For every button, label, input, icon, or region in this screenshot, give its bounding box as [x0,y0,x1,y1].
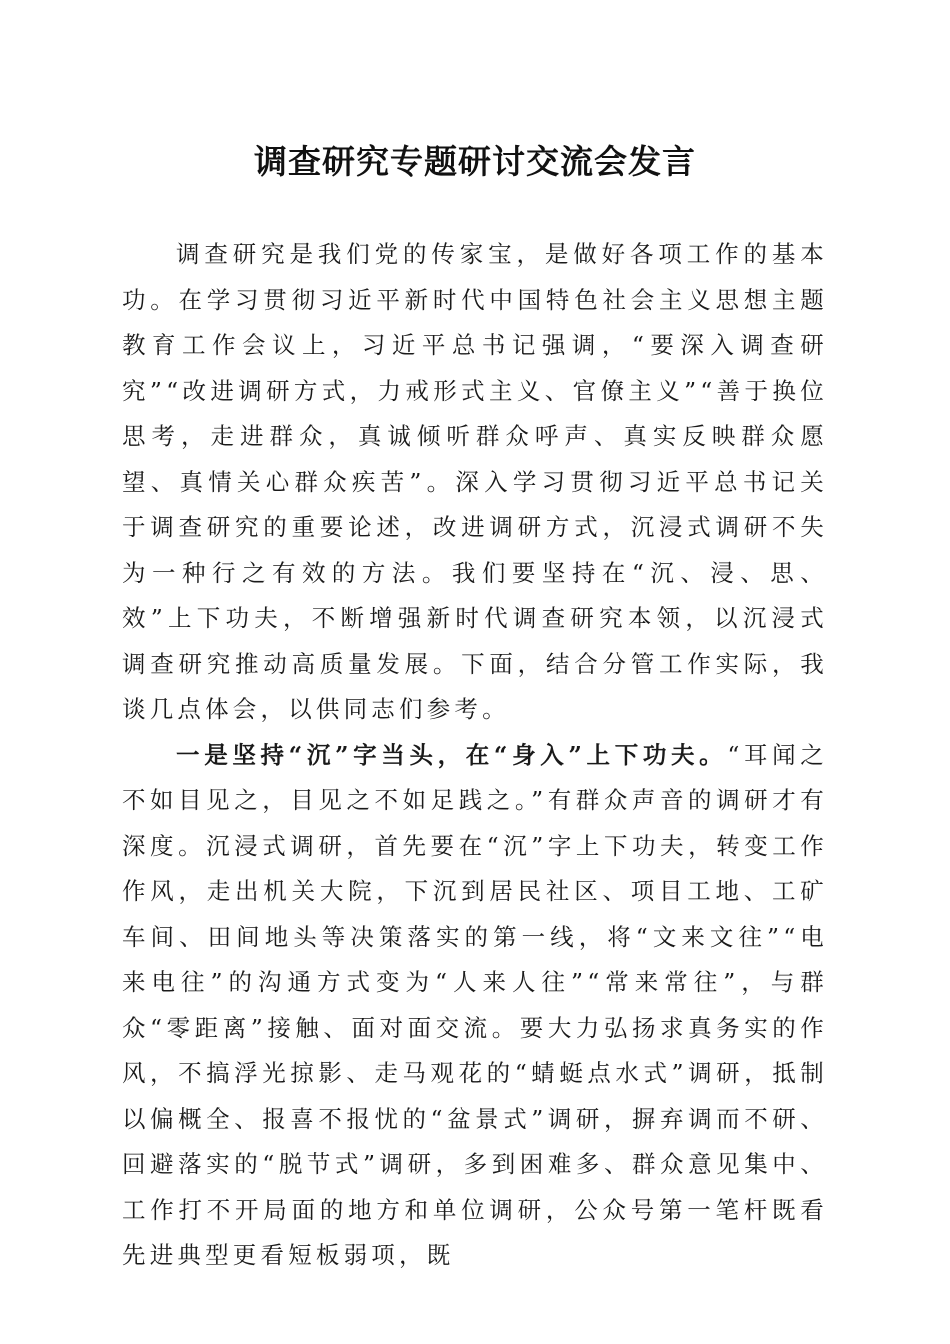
paragraph-lead: 一是坚持“沉”字当头，在“身入”上下功夫。 [176,740,728,769]
paragraph-point-one [122,733,828,1279]
document-body [122,232,828,1279]
paragraph-intro [122,232,828,733]
paragraph-text: 调查研究是我们党的传家宝，是做好各项工作的基本功。在学习贯彻习近平新时代中国特色社会主义思想主题教育工作会议上，习近平总书记强调，“要深入调查研究”“改进调研方式，力戒形式主义、官僚主义”“善于换位思考，走进群众，真诚倾听群众呼声、真实反映群众愿望、真情关心群众疾苦”。深入学习贯彻习近平总书记关于调查研究的重要论述，改进调研方式，沉浸式调研不失为一种行之有效的方法。我们要坚持在“沉、浸、思、效”上下功夫，不断增强新时代调查研究本领，以沉浸式调查研究推动高质量发展。下面，结合分管工作实际，我谈几点体会，以供同志们参考。 [122,240,828,723]
paragraph-text: “耳闻之不如目见之，目见之不如足践之。”有群众声音的调研才有深度。沉浸式调研，首先要在“沉”字上下功夫，转变工作作风，走出机关大院，下沉到居民社区、项目工地、工矿车间、田间地头等决策落实的第一线，将“文来文往”“电来电往”的沟通方式变为“人来人往”“常来常往”，与群众“零距离”接触、面对面交流。要大力弘扬求真务实的作风，不搞浮光掠影、走马观花的“蜻蜓点水式”调研，抵制以偏概全、报喜不报忧的“盆景式”调研，摒弃调而不研、回避落实的“脱节式”调研，多到困难多、群众意见集中、工作打不开局面的地方和单位调研，公众号第一笔杆既看先进典型更看短板弱项，既 [122,740,828,1269]
document-title: 调查研究专题研讨交流会发言 [254,142,696,181]
